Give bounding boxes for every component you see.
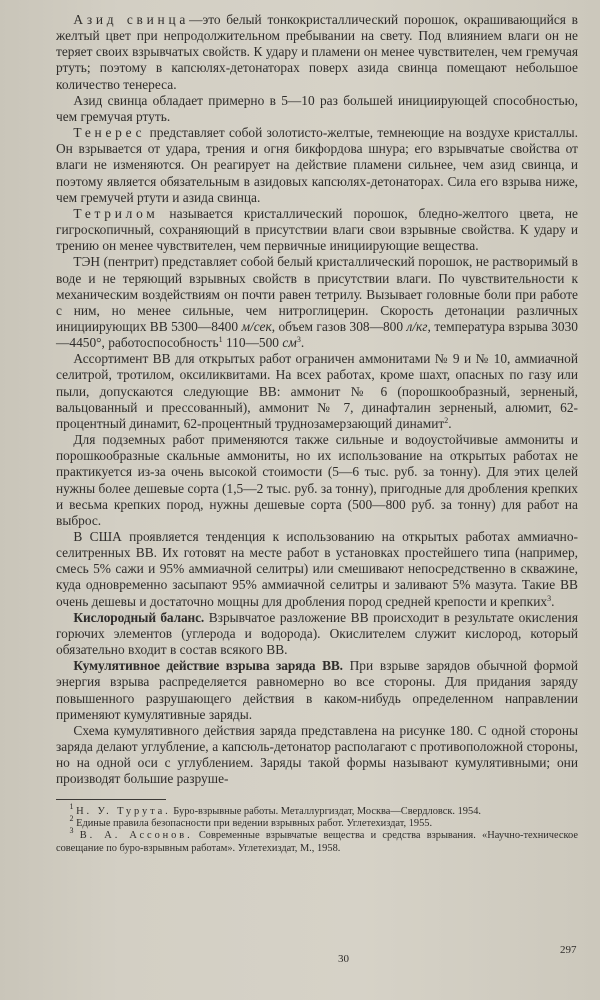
paragraph-scheme: Схема кумулятивного действия заряда представлена на рисунке 180. С одной стороны заряда делают углубление, а капсюль-детонатор располагают с противоположной стороны, но на одной оси с углублением. Заряды такой формы называют кумулятивными; они производят большие разруше- bbox=[56, 722, 578, 787]
footnote-ref-2: 2 bbox=[444, 415, 449, 425]
footnote-author: В. А. Ассонов. bbox=[79, 830, 193, 842]
footnote-ref-1: 1 bbox=[218, 335, 223, 345]
paragraph-cumulative: Кумулятивное действие взрыва заряда ВВ. При взрыве зарядов обычной формой энергия взрыва распределяется равномерно во все стороны. Для придания заряду повышенного разрушающего действия в каком-нибудь определенном направлении применяют кумулятивные заряды. bbox=[56, 658, 578, 722]
term-teneres: Тенерес bbox=[73, 125, 146, 141]
paragraph-teneres: Тенерес представляет собой золотисто-желтые, темнеющие на воздухе кристаллы. Он взрывается от удара, трения и огня бикфордова шнура; его взрывчатые свойства от влаги не изменяются. Он реагирует на действие пламени сильнее, чем азид свинца, и поэтому является обязательным в азидовых капсюлях-детонаторах. Сила его взрыва ниже, чем гремучей ртути и азида свинца. bbox=[56, 125, 578, 205]
term-lead-azide: Азид свинца bbox=[73, 12, 190, 27]
paragraph-lead-azide-power: Азид свинца обладает примерно в 5—10 раз большей инициирующей способностью, чем гремучая ртуть. bbox=[56, 92, 578, 124]
footnote-2: $^2$ Единые правила безопасности при ведении взрывных работ. Углетехиздат, 1955. bbox=[69, 813, 433, 829]
unit-work-capacity: см bbox=[282, 335, 297, 351]
footnote-ref-3: 3 bbox=[547, 593, 552, 603]
footnote-1: $^1$ Н. У. Турута. Буро-взрывные работы. Металлургиздат, Москва—Свердловск. 1954. bbox=[69, 801, 481, 817]
heading-oxygen-balance: Кислородный баланс. bbox=[73, 609, 205, 625]
page-number: 30 bbox=[338, 953, 349, 965]
term-tetryl: Тетрилом bbox=[73, 205, 159, 221]
paragraph-underground: Для подземных работ применяются также сильные и водоустойчивые аммониты и порошкообразные скальные аммониты, но их использование на открытых работах не практикуется из-за очень высокой стоимости (5—6 тыс. руб. за тонну). Для этих целей нужны более дешевые сорта (1,5—2 тыс. руб. за тонну), пригодные для дробления крепких и весьма крепких пород, нужны дешевые сорта (500—800 руб. за тонну) для работ на выброс. bbox=[56, 432, 578, 528]
paragraph-pentrite: ТЭН (пентрит) представляет собой белый кристаллический порошок, не растворимый в воде и не теряющий взрывных свойств в присутствии влаги. По чувствительности к механическим воздействиям он почти равен тетрилу. Вызывает головные боли при работе с ним, но менее сильные, чем нитроглицерин. Скорость детонации различных инициирующих ВВ 5300—8400 м/сек, объем газов 308—800 л/кг, температура взрыва 3030—4450°, работоспособность$^1$ 110—500 $см^3$. bbox=[56, 254, 579, 351]
footnote-3: $^3$ В. А. Ассонов. Современные взрывчатые вещества и средства взрывания. «Научно-техническое совещание по буро-взрывным работам». Углетехиздат, М., 1958. bbox=[56, 826, 578, 854]
paragraph-lead-azide: Азид свинца—это белый тонкокристаллический порошок, окрашивающийся в желтый цвет при непродолжительном пребывании на свету. Под влиянием влаги он не теряет своих взрывчатых свойств. К удару и пламени он менее чувствителен, чем гремучая ртуть; поэтому в капсюлях-детонаторах поверх азида свинца помещают небольшое количество тенереса. bbox=[56, 12, 578, 92]
heading-cumulative: Кумулятивное действие взрыва заряда ВВ. bbox=[73, 658, 343, 674]
page-number-stamped: 297 bbox=[560, 944, 577, 956]
unit-exponent: 3 bbox=[296, 335, 301, 345]
footnote-divider bbox=[56, 799, 166, 800]
footnotes bbox=[56, 801, 578, 856]
unit-velocity: м/сек bbox=[241, 318, 272, 334]
paragraph-tetryl: Тетрилом называется кристаллический порошок, бледно-желтого цвета, не гигроскопичный, сохраняющий в присутствии влаги свои взрывные свойства. К удару и трению он менее чувствителен, чем первичные инициирующие вещества. bbox=[56, 205, 578, 254]
main-text bbox=[56, 12, 578, 788]
paragraph-usa: В США проявляется тенденция к использованию на открытых работах аммиачно-селитренных ВВ. Их готовят на месте работ в установках простейшего типа (например, смесь 5% сажи и 95% аммиачной селитры) или смешивают непосредственно в скважине, куда одновременно засыпают 95% аммиачной селитры и заливают 5% мазута. Такие ВВ очень дешевы и достаточно мощны для дробления пород средней крепости и крепких$^3$. bbox=[56, 529, 578, 609]
paragraph-oxygen-balance: Кислородный баланс. Взрывчатое разложение ВВ происходит в результате окисления горючих элементов (углерода и водорода). Окислителем служит кислород, который обязательно входит в состав всякого ВВ. bbox=[56, 609, 578, 658]
paragraph-assortment: Ассортимент ВВ для открытых работ ограничен аммонитами № 9 и № 10, аммиачной селитрой, тротилом, оксиликвитами. На всех работах, кроме шахт, опасных по газу или пыли, допускаются следующие ВВ: аммонит № 6 (порошкообразный, зерненый, вальцованный и прессованный), аммонит № 7, динафталин зерненый, алюмит, 62-процентный динамит, 62-процентный труднозамерзающий динамит$^2$. bbox=[56, 351, 578, 431]
unit-gas-volume: л/кг bbox=[406, 318, 428, 334]
footnote-author: Н. У. Турута. bbox=[76, 805, 171, 817]
